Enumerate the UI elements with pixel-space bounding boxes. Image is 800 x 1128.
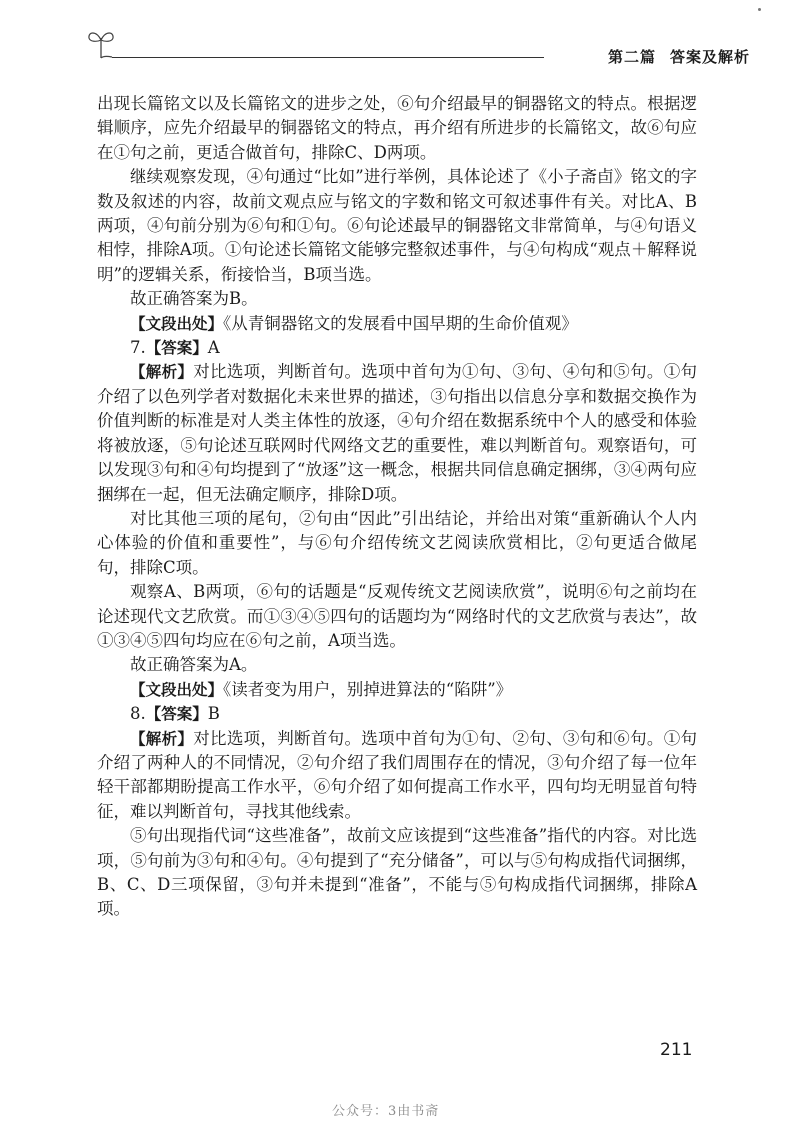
paragraph: [97, 727, 697, 825]
paragraph: [97, 92, 697, 165]
paragraph-text: A: [207, 338, 220, 358]
paragraph: [97, 678, 697, 702]
paragraph: [97, 653, 697, 677]
paragraph-text: 《读者变为用户，别掉进算法的“陷阱”》: [223, 679, 513, 699]
section-tag: 【解析】: [130, 363, 194, 382]
paragraph: [97, 702, 697, 726]
paragraph: [97, 165, 697, 287]
paragraph: [97, 824, 697, 922]
scan-speck: [758, 8, 761, 11]
header-section: 第二篇: [607, 48, 656, 66]
header-subtitle: 答案及解析: [669, 48, 750, 66]
paragraph: [97, 360, 697, 506]
paragraph: [97, 287, 697, 311]
paragraph-text: B: [207, 704, 220, 724]
paragraph-text: 故正确答案为A。: [130, 655, 258, 675]
paragraph: [97, 507, 697, 580]
header-rule: [112, 57, 544, 58]
question-number: 8.: [130, 704, 146, 724]
paragraph-text: 对比其他三项的尾句，②句由“因此”引出结论，并给出对策“重新确认个人内心体验的价值和重要性”，与⑥句介绍传统文艺阅读欣赏相比，②句更适合做尾句，排除C项。: [97, 508, 697, 577]
section-tag: 【答案】: [145, 339, 208, 358]
paragraph-text: 故正确答案为B。: [130, 289, 258, 309]
section-tag: 【解析】: [130, 729, 194, 748]
paragraph-text: 观察A、B两项，⑥句的话题是“反观传统文艺阅读欣赏”，说明⑥句之前均在论述现代文艺欣赏。而①③④⑤四句的话题均为“网络时代的文艺欣赏与表达”，故①③④⑤四句均应在⑥句之前，A项当选。: [97, 582, 697, 650]
paragraph-text: 对比选项，判断首句。选项中首句为①句、③句、④句和⑤句。①句介绍了以色列学者对数据化未来世界的描述，③句指出以信息分享和数据交换作为价值判断的标准是对人类主体性的放逐，④句介绍在数据系统中个人的感受和体验将被放逐，⑤句论述互联网时代网络文艺的重要性，难以判断首句。观察语句，可以发现③句和④句均提到了“放逐”这一概念，根据共同信息确定捆绑，③④两句应捆绑在一起，但无法确定顺序，排除D项。: [97, 362, 697, 504]
question-number: 7.: [130, 338, 146, 358]
page-number: 211: [660, 1040, 693, 1060]
footer-watermark: 公众号：3由书斋: [332, 1104, 440, 1119]
paragraph-text: 继续观察发现，④句通过“比如”进行举例，具体论述了《小子斋卣》铭文的字数及叙述的内容，故前文观点应与铭文的字数和铭文可叙述事件有关。对比A、B两项，④句前分别为⑥句和①句。⑥句论述最早的铜器铭文非常简单，与④句语义相悖，排除A项。①句论述长篇铭文能够完整叙述事件，与④句构成“观点＋解释说明”的逻辑关系，衔接恰当，B项当选。: [97, 167, 697, 284]
paragraph: [97, 312, 697, 336]
answer-body: [97, 92, 697, 922]
paragraph-text: 《从青铜器铭文的发展看中国早期的生命价值观》: [223, 313, 578, 333]
paragraph-text: 出现长篇铭文以及长篇铭文的进步之处，⑥句介绍最早的铜器铭文的特点。根据逻辑顺序，应先介绍最早的铜器铭文的特点，再介绍有所进步的长篇铭文，故⑥句应在①句之前，更适合做首句，排除C、D两项。: [97, 94, 697, 162]
page-header: [0, 0, 800, 70]
paragraph-text: 对比选项，判断首句。选项中首句为①句、②句、③句和⑥句。①句介绍了两种人的不同情况，②句介绍了我们周围存在的情况，③句介绍了每一位年轻干部都期盼提高工作水平，⑥句介绍了如何提高工作水平，四句均无明显首句特征，难以判断首句，寻找其他线索。: [97, 728, 697, 821]
sprout-icon: [86, 26, 116, 60]
header-title: [608, 46, 750, 67]
paragraph: [97, 580, 697, 653]
section-tag: 【答案】: [145, 705, 208, 724]
paragraph: [97, 336, 697, 360]
section-tag: 【文段出处】: [130, 314, 224, 333]
section-tag: 【文段出处】: [130, 680, 224, 699]
paragraph-text: ⑤句出现指代词“这些准备”，故前文应该提到“这些准备”指代的内容。对比选项，⑤句前为③句和④句。④句提到了“充分储备”，可以与⑤句构成指代词捆绑，B、C、D三项保留，③句并未提到“准备”，不能与⑤句构成指代词捆绑，排除A项。: [97, 826, 697, 919]
